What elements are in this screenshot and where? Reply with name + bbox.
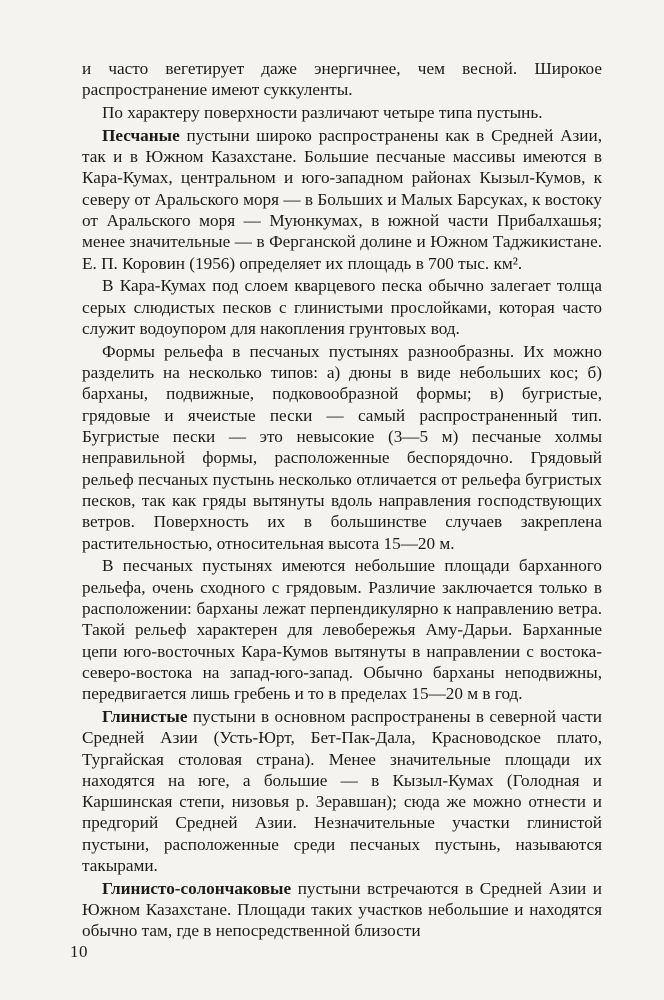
text-column	[82, 58, 602, 943]
paragraph-text: пустыни встречаются в Средней Азии и Южном Казахстане. Площади таких участков небольшие и находятся обычно там, где в непосредственной близости	[82, 878, 602, 941]
paragraph-text: пустыни в основном распространены в северной части Средней Азии (Усть-Юрт, Бет-Пак-Дала, Красноводское плато, Тургайская столовая страна). Менее значительные площади их находятся на юге, а большие — в Кызыл-Кумах (Голодная и Каршинская степи, низовья р. Зеравшан); сюда же можно отнести и предгорий Средней Азии. Незначительные участки глинистой пустыни, расположенные среди песчаных пустынь, называются такырами.	[82, 706, 602, 875]
paragraph-lead-term: Глинисто-солончаковые	[102, 878, 292, 898]
paragraph-text: По характеру поверхности различают четыре типа пустынь.	[102, 103, 543, 123]
paragraph	[82, 341, 602, 554]
paragraph	[82, 102, 602, 123]
paragraph	[82, 706, 602, 876]
paragraph-text: Формы рельефа в песчаных пустынях разнообразны. Их можно разделить на несколько типов: а) дюны в виде небольших кос; б) барханы, подвижные, подковообразной формы; в) бугристые, грядовые и ячеистые пески — самый распространенный тип. Бугристые пески — это невысокие (3—5 м) песчаные холмы неправильной формы, расположенные беспорядочно. Грядовый рельеф песчаных пустынь несколько отличается от рельефа бугристых песков, так как гряды вытянуты вдоль направления господствующих ветров. Поверхность их в большинстве случаев закреплена растительностью, относительная высота 15—20 м.	[82, 341, 602, 553]
paragraph-text: и часто вегетирует даже энергичнее, чем весной. Широкое распространение имеют суккуленты.	[82, 59, 602, 100]
page-number: 10	[70, 942, 88, 961]
paragraph	[82, 275, 602, 339]
paragraph-text: В песчаных пустынях имеются небольшие площади барханного рельефа, очень сходного с грядовым. Различие заключается только в расположении: барханы лежат перпендикулярно к направлению ветра. Такой рельеф характерен для левобережья Аму-Дарьи. Барханные цепи юго-восточных Кара-Кумов вытянуты в направлении с востока-северо-востока на запад-юго-запад. Обычно барханы неподвижны, передвигается лишь гребень и то в пределах 15—20 м в год.	[82, 556, 602, 704]
paragraph	[82, 878, 602, 942]
paragraph-text: пустыни широко распространены как в Средней Азии, так и в Южном Казахстане. Большие песчаные массивы имеются в Кара-Кумах, центральном и юго-западном районах Кызыл-Кумов, к северу от Аральского моря — в Больших и Малых Барсуках, к востоку от Аральского моря — Муюнкумах, в южной части Прибалхашья; менее значительные — в Ферганской долине и Южном Таджикистане. Е. П. Коровин (1956) определяет их площадь в 700 тыс. км².	[82, 125, 602, 273]
paragraph-text: В Кара-Кумах под слоем кварцевого песка обычно залегает толща серых слюдистых песков с глинистыми прослойками, которая часто служит водоупором для накопления грунтовых вод.	[82, 276, 602, 339]
paragraph	[82, 555, 602, 704]
paragraph-lead-term: Глинистые	[102, 706, 188, 726]
paragraph	[82, 58, 602, 101]
paragraph-lead-term: Песчаные	[102, 125, 180, 145]
paragraph	[82, 125, 602, 274]
